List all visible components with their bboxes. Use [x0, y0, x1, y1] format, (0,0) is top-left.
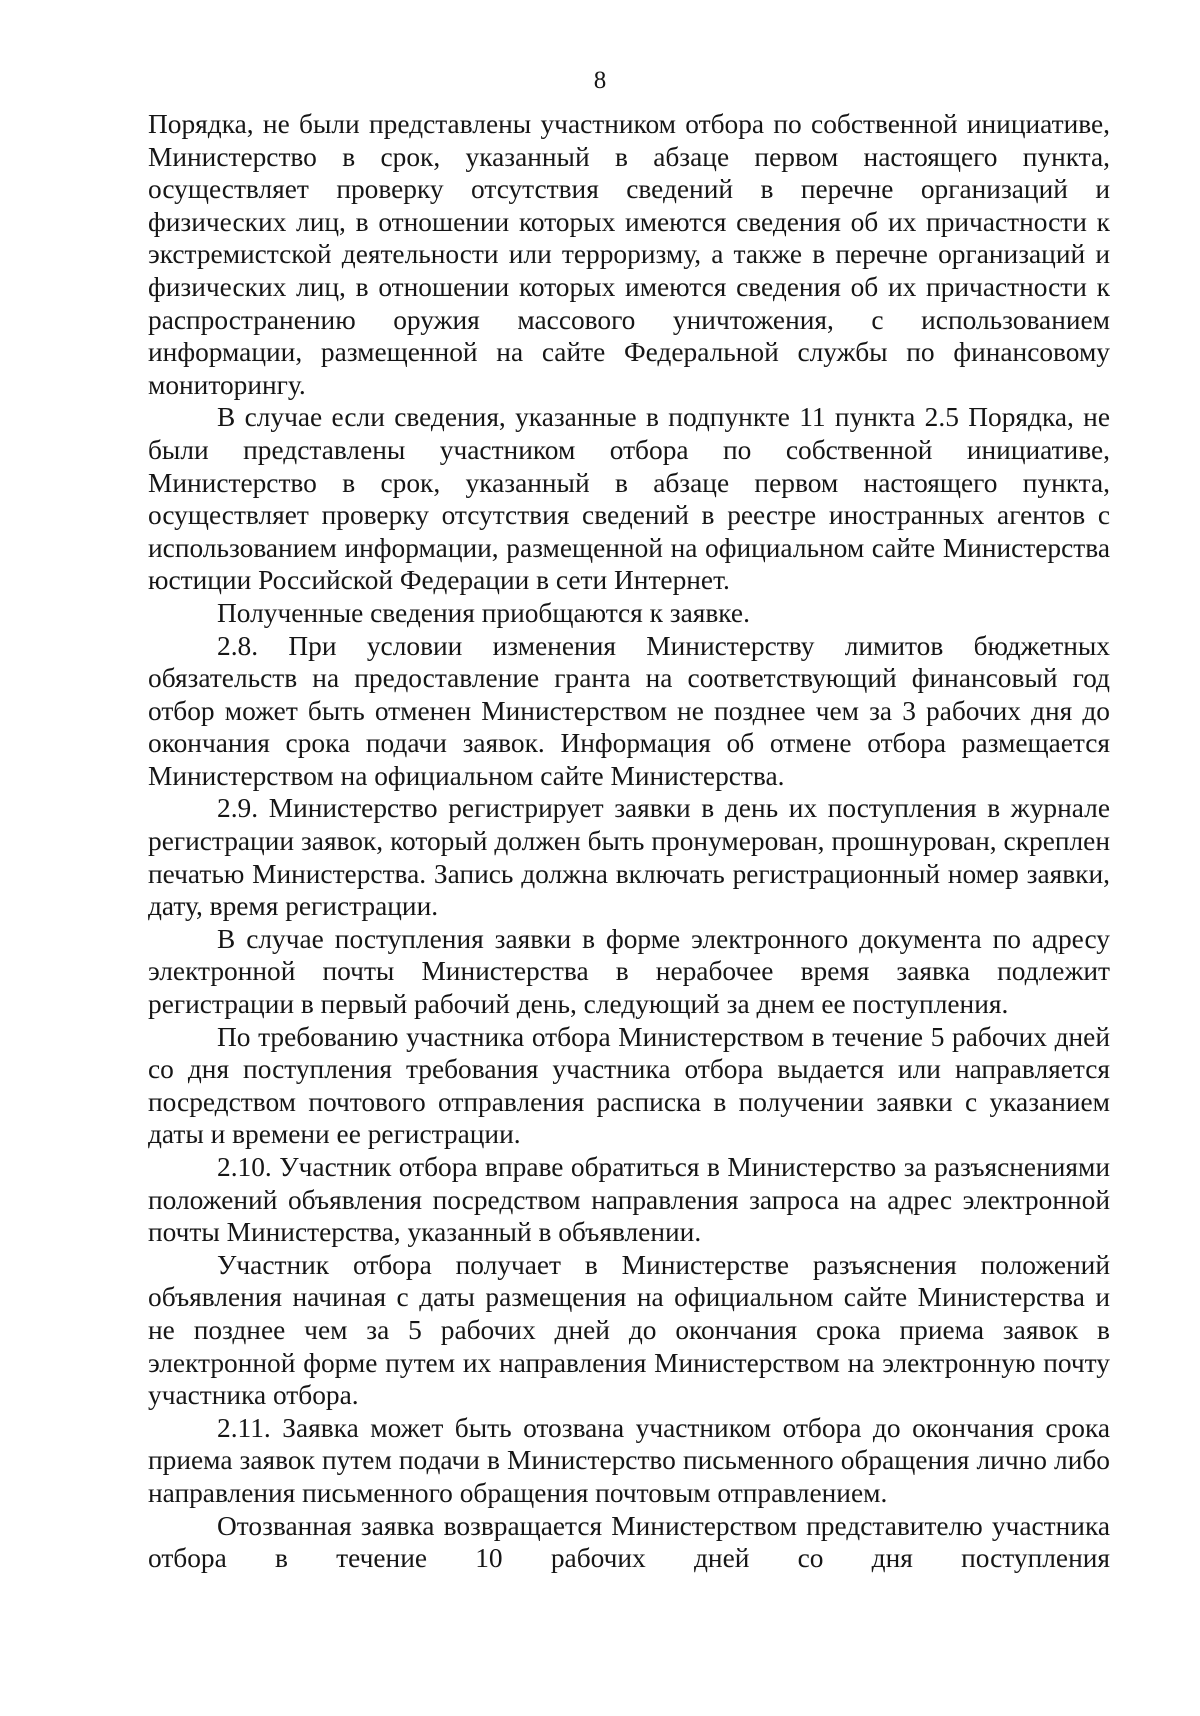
paragraph-receipt-request: По требованию участника отбора Министерством в течение 5 рабочих дней со дня поступления требования участника отбора выдается или направляется посредством почтового отправления расписка в получении заявки с указанием даты и времени ее регистрации. — [148, 1021, 1110, 1150]
paragraph-clarifications: Участник отбора получает в Министерстве разъяснения положений объявления начиная с даты размещения на официальном сайте Министерства и не позднее чем за 5 рабочих дней до окончания срока приема заявок в электронной форме путем их направления Министерством на электронную почту участника отбора. — [148, 1249, 1110, 1411]
paragraph-clause-2-11: 2.11. Заявка может быть отозвана участником отбора до окончания срока приема заявок путем подачи в Министерство письменного обращения лично либо направления письменного обращения почтовым отправлением. — [148, 1412, 1110, 1508]
paragraph-clause-2-9: 2.9. Министерство регистрирует заявки в день их поступления в журнале регистрации заявок, который должен быть пронумерован, прошнурован, скреплен печатью Министерства. Запись должна включать регистрационный номер заявки, дату, время регистрации. — [148, 793, 1110, 922]
page-number: 8 — [593, 67, 607, 94]
paragraph-continuation: Порядка, не были представлены участником отбора по собственной инициативе, Министерство в срок, указанный в абзаце первом настоящего пункта, осуществляет проверку отсутствия сведений в перечне организаций и физических лиц, в отношении которых имеются сведения об их причастности к экстремистской деятельности или терроризму, а также в перечне организаций и физических лиц, в отношении которых имеются сведения об их причастности к распространению оружия массового уничтожения, с использованием информации, размещенной на сайте Федеральной службы по финансовому мониторингу. — [148, 109, 1110, 400]
paragraph-foreign-agents-check: В случае если сведения, указанные в подпункте 11 пункта 2.5 Порядка, не были представлены участником отбора по собственной инициативе, Министерство в срок, указанный в абзаце первом настоящего пункта, осуществляет проверку отсутствия сведений в реестре иностранных агентов с использованием информации, размещенной на официальном сайте Министерства юстиции Российской Федерации в сети Интернет. — [148, 402, 1110, 596]
paragraph-clause-2-8: 2.8. При условии изменения Министерству лимитов бюджетных обязательств на предоставление гранта на соответствующий финансовый год отбор может быть отменен Министерством не позднее чем за 3 рабочих дня до окончания срока подачи заявок. Информация об отмене отбора размещается Министерством на официальном сайте Министерства. — [148, 630, 1110, 791]
paragraph-electronic-registration: В случае поступления заявки в форме электронного документа по адресу электронной почты Министерства в нерабочее время заявка подлежит регистрации в первый рабочий день, следующий за днем ее поступления. — [148, 923, 1110, 1020]
paragraph-attached-info: Полученные сведения приобщаются к заявке. — [217, 597, 750, 628]
paragraph-withdrawn-application: Отозванная заявка возвращается Министерством представителю участника отбора в течение 10 рабочих дней со дня поступления — [148, 1510, 1110, 1574]
document-body — [148, 108, 1110, 1575]
paragraph-clause-2-10: 2.10. Участник отбора вправе обратиться в Министерство за разъяснениями положений объявления посредством направления запроса на адрес электронной почты Министерства, указанный в объявлении. — [148, 1152, 1110, 1248]
